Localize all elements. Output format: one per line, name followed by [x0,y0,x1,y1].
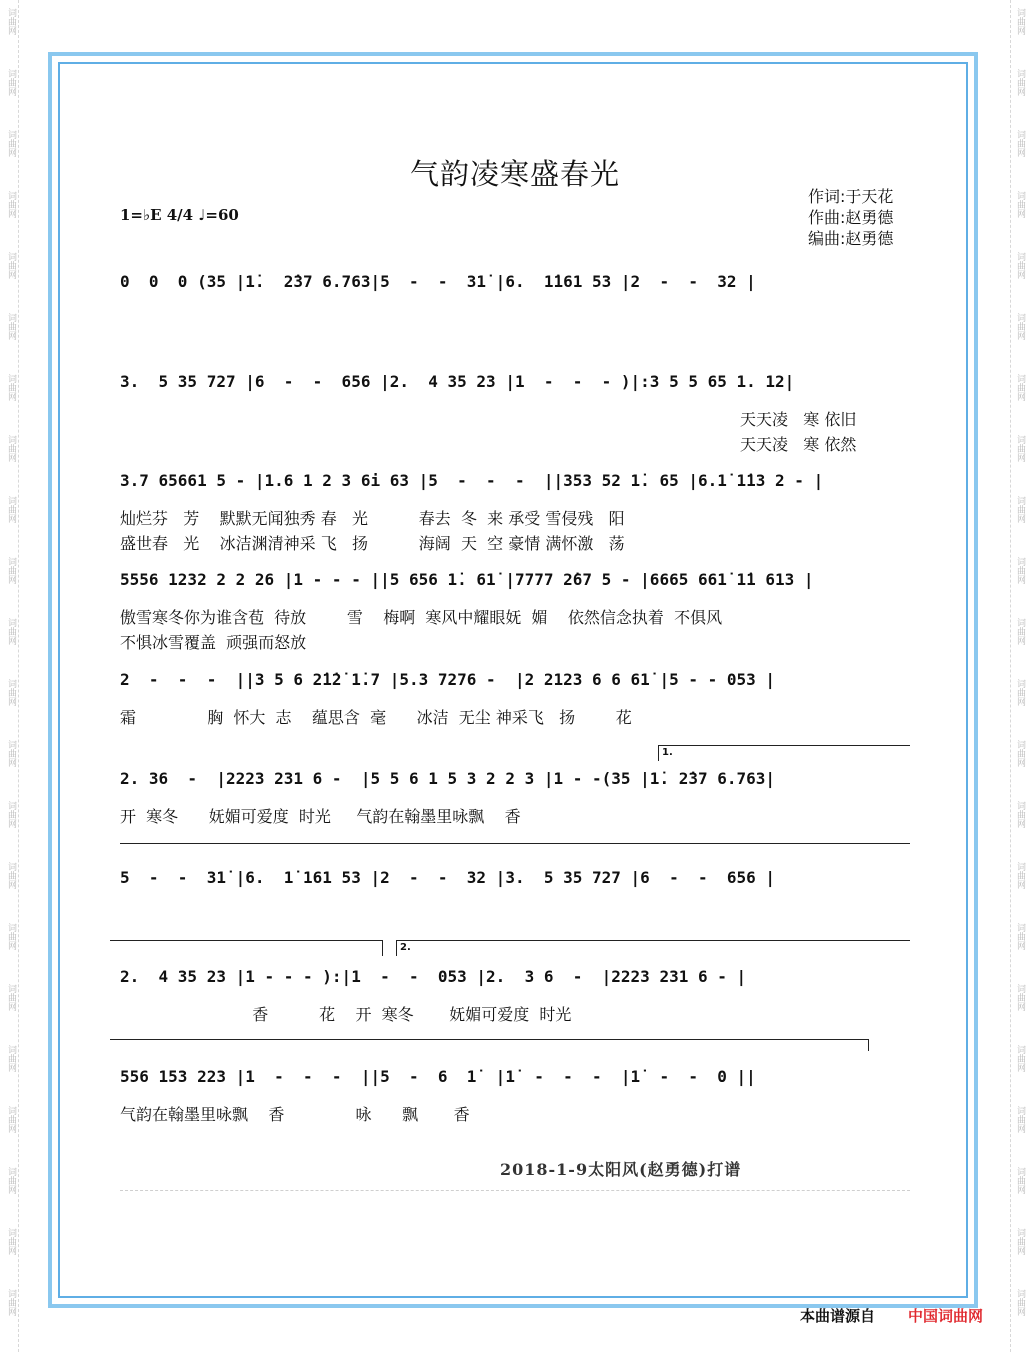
arranger: 编曲:赵勇德 [808,229,894,248]
composer: 作曲:赵勇德 [808,208,894,227]
second-ending-label: 2. [400,942,411,953]
notation-row-2: 3. 5 35 727 |6 - - 656 |2. 4 35 23 |1 - - - )|:3 5 5 65 1. 12| [120,372,795,391]
lyric-row-9: 气韵在翰墨里咏飘 香 咏 飘 香 [120,1105,470,1124]
watermark-text: 词曲网 [6,496,16,523]
second-ending-end-edge [868,1039,869,1051]
watermark-text: 词曲网 [6,1228,16,1255]
first-ending-bracket-edge [658,745,659,761]
lyric-row-4-verse-2: 不惧冰雪覆盖 顽强而怒放 [120,633,307,652]
lyric-row-3-verse-2: 盛世春 光 冰洁渊清神采 飞 扬 海阔 天 空 豪情 满怀激 荡 [120,534,625,553]
watermark-text: 词曲网 [6,1289,16,1316]
watermark-text: 词曲网 [1015,1167,1025,1194]
watermark-text: 词曲网 [6,252,16,279]
watermark-text: 词曲网 [1015,496,1025,523]
first-ending-bracket [658,745,910,746]
second-ending-bracket [396,940,910,941]
notation-row-8: 2. 4 35 23 |1 - - - ):|1 - - 053 |2. 3 6 - |2223 231 6 - | [120,967,747,986]
watermark-text: 词曲网 [1015,1106,1025,1133]
song-title: 气韵凌寒盛春光 [409,157,620,191]
first-ending-label: 1. [662,747,673,758]
watermark-text: 词曲网 [1015,374,1025,401]
watermark-text: 词曲网 [6,1045,16,1072]
lyric-row-3-verse-1: 灿烂芬 芳 默默无闻独秀 春 光 春去 冬 来 承受 雪侵残 阳 [120,509,625,528]
watermark-text: 词曲网 [6,984,16,1011]
source-brand-link[interactable]: 中国词曲网 [908,1307,984,1325]
watermark-text: 词曲网 [6,1106,16,1133]
right-watermark-strip [1010,0,1027,1352]
lyric-row-2-verse-2: 天天凌 寒 依然 [740,435,857,454]
notation-row-4: 5556 1232 2 2 26 |1 - - - ||5 656 1̇. 61̇ |7777 2̇67 5 - |6665 661̇ 1̇1 613 | [120,570,814,589]
watermark-text: 词曲网 [6,740,16,767]
watermark-text: 词曲网 [1015,8,1025,35]
first-ending-continuation [120,843,910,844]
watermark-text: 词曲网 [6,557,16,584]
watermark-text: 词曲网 [6,313,16,340]
second-ending-bracket-edge [396,940,397,956]
watermark-text: 词曲网 [6,374,16,401]
lyric-row-4-verse-1: 傲雪寒冬你为谁含苞 待放 雪 梅啊 寒风中耀眼妩 媚 依然信念执着 不俱风 [120,608,723,627]
watermark-text: 词曲网 [6,862,16,889]
notation-row-9: 556 153 223 |1 - - - ||5 - 6 1̇ |1̇ - - - |1̇ - - 0 || [120,1067,756,1086]
transcriber-signature: 2018-1-9太阳风(赵勇德)打谱 [500,1160,742,1179]
left-watermark-strip [2,0,19,1352]
watermark-text: 词曲网 [1015,923,1025,950]
watermark-text: 词曲网 [1015,1228,1025,1255]
watermark-text: 词曲网 [1015,1045,1025,1072]
lyric-row-5: 霜 胸 怀大 志 蕴思含 毫 冰洁 无尘 神采飞 扬 花 [120,708,632,727]
credits [808,186,893,249]
notation-row-7: 5 - - 31̇ |6. 1̇ 161 53 |2 - - 32 |3. 5 35 727 |6 - - 656 | [120,868,776,887]
key-signature: 1=♭E 4/4 ♩=60 [120,206,239,224]
watermark-text: 词曲网 [1015,801,1025,828]
watermark-text: 词曲网 [1015,557,1025,584]
watermark-text: 词曲网 [6,130,16,157]
watermark-text: 词曲网 [6,191,16,218]
second-ending-continuation [110,1039,868,1040]
lyric-row-6: 开 寒冬 妩媚可爱度 时光 气韵在翰墨里咏飘 香 [120,807,521,826]
signature-divider [120,1190,910,1191]
watermark-text: 词曲网 [1015,679,1025,706]
watermark-text: 词曲网 [6,1167,16,1194]
notation-row-6: 2. 36 - |2223 231 6 - |5 5 6 1 5 3 2 2 3 |1 - -(35 |1̇. 2̇37 6.763| [120,769,776,788]
notation-row-3: 3.7 65661 5 - |1.6 1 2 3 6i 63 |5 - - - ||353 52 1̇. 65 |6.1̇ 1̇13 2 - | [120,471,824,490]
watermark-text: 词曲网 [1015,740,1025,767]
watermark-text: 词曲网 [6,618,16,645]
watermark-text: 词曲网 [1015,618,1025,645]
watermark-text: 词曲网 [1015,435,1025,462]
watermark-text: 词曲网 [6,679,16,706]
watermark-text: 词曲网 [1015,69,1025,96]
lyricist: 作词:于天花 [808,187,894,206]
watermark-text: 词曲网 [6,435,16,462]
watermark-text: 词曲网 [1015,984,1025,1011]
watermark-text: 词曲网 [6,8,16,35]
watermark-text: 词曲网 [6,801,16,828]
watermark-text: 词曲网 [6,923,16,950]
source-label: 本曲谱源自 [800,1307,876,1325]
watermark-text: 词曲网 [1015,1289,1025,1316]
watermark-text: 词曲网 [1015,252,1025,279]
lyric-row-2-verse-1: 天天凌 寒 依旧 [740,410,857,429]
first-ending-tail-edge [382,940,383,956]
notation-row-5: 2 - - - ||3 5 6 2̇1̇2̇ 1̇.7 |5.3 7276 - |2 2123 6 6 61̇ |5 - - 053 | [120,670,776,689]
notation-row-1: 0 0 0 (35 |1̇. 2̇37 6.763|5 - - 31̇ |6. 1̇161 53 |2 - - 32 | [120,272,756,291]
watermark-text: 词曲网 [6,69,16,96]
first-ending-tail [110,940,382,941]
watermark-text: 词曲网 [1015,862,1025,889]
lyric-row-8: 香 花 开 寒冬 妩媚可爱度 时光 [120,1005,572,1024]
watermark-text: 词曲网 [1015,130,1025,157]
watermark-text: 词曲网 [1015,313,1025,340]
watermark-text: 词曲网 [1015,191,1025,218]
